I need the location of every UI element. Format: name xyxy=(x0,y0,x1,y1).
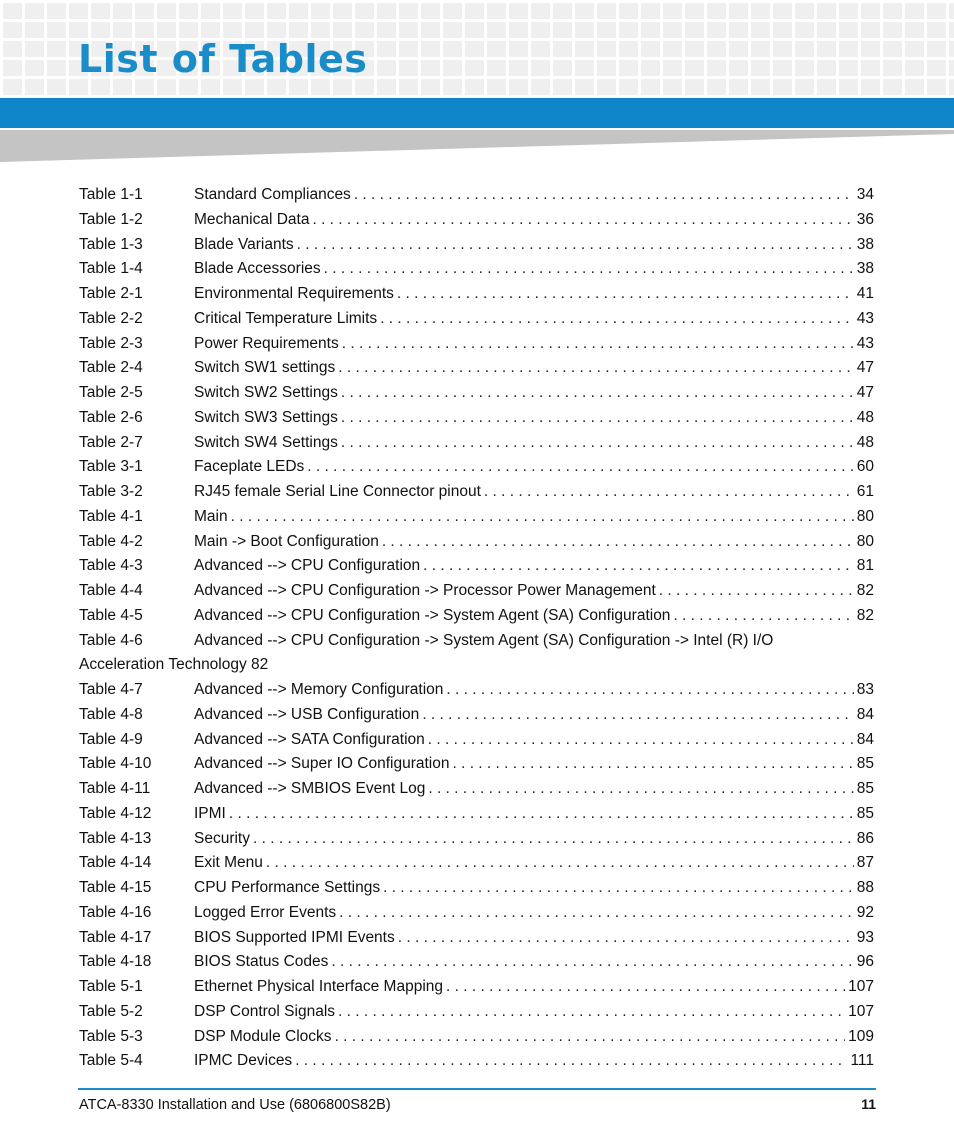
header-blue-band xyxy=(0,98,954,128)
footer-page-number: 11 xyxy=(861,1096,876,1112)
toc-entry[interactable] xyxy=(79,851,874,876)
toc-entry-page: 88 xyxy=(856,879,874,896)
toc-dot-leader xyxy=(380,307,854,332)
toc-dot-leader xyxy=(341,431,854,456)
toc-entry-number: Table 1-4 xyxy=(79,260,143,278)
toc-dot-leader xyxy=(307,455,853,480)
toc-entry-page: 43 xyxy=(856,309,874,327)
toc-dot-leader xyxy=(446,975,845,1000)
toc-dot-leader xyxy=(382,530,854,555)
table-of-contents xyxy=(79,183,874,1074)
toc-dot-leader xyxy=(398,926,854,951)
toc-entry-page: 86 xyxy=(856,829,874,847)
toc-entry-page: 87 xyxy=(856,854,874,872)
footer-document-title: ATCA-8330 Installation and Use (6806800S82B) xyxy=(79,1097,391,1113)
toc-dot-leader xyxy=(229,802,854,827)
toc-entry-page: 43 xyxy=(856,334,874,352)
toc-entry-title: BIOS Supported IPMI Events xyxy=(194,928,395,946)
toc-entry-number: Table 2-2 xyxy=(79,309,143,327)
toc-entry[interactable] xyxy=(79,208,874,233)
toc-entry-number: Table 4-16 xyxy=(79,903,152,921)
toc-entry-title: Exit Menu xyxy=(194,854,263,872)
toc-entry[interactable] xyxy=(79,381,874,406)
toc-entry-page: 48 xyxy=(856,408,874,426)
toc-dot-leader xyxy=(428,777,853,802)
toc-entry[interactable] xyxy=(79,802,874,827)
toc-entry-title: Security xyxy=(194,829,250,847)
page-title: List of Tables xyxy=(78,37,368,81)
toc-dot-leader xyxy=(338,1000,845,1025)
toc-entry[interactable] xyxy=(79,1000,874,1025)
toc-entry-number: Table 4-9 xyxy=(79,730,143,748)
toc-entry-title: IPMC Devices xyxy=(194,1052,293,1070)
toc-entry[interactable] xyxy=(79,901,874,926)
toc-entry-title: Power Requirements xyxy=(194,334,339,352)
toc-dot-leader xyxy=(231,505,854,530)
footer-rule xyxy=(78,1088,876,1090)
toc-dot-leader xyxy=(331,950,853,975)
toc-entry-number: Table 4-17 xyxy=(79,928,152,946)
toc-entry-number: Table 4-18 xyxy=(79,953,152,971)
toc-dot-leader xyxy=(484,480,854,505)
toc-dot-leader xyxy=(383,876,854,901)
toc-dot-leader xyxy=(253,827,854,852)
toc-dot-leader xyxy=(446,678,853,703)
toc-entry-page: 81 xyxy=(856,557,874,575)
toc-entry-title-continued: Acceleration Technology 82 xyxy=(79,656,269,674)
toc-entry[interactable] xyxy=(79,703,874,728)
toc-entry-number: Table 2-4 xyxy=(79,359,143,377)
toc-entry-number: Table 4-7 xyxy=(79,681,143,698)
toc-entry[interactable] xyxy=(79,480,874,505)
toc-entry[interactable] xyxy=(79,307,874,332)
toc-entry-number: Table 5-4 xyxy=(79,1052,143,1070)
toc-entry-title: Advanced --> SMBIOS Event Log xyxy=(194,780,426,797)
toc-entry-title: Advanced --> CPU Configuration -> System Agent (SA) Configuration -> Intel (R) I/O xyxy=(194,631,774,649)
toc-entry[interactable] xyxy=(79,431,874,456)
toc-entry[interactable] xyxy=(79,282,874,307)
toc-entry-number: Table 1-3 xyxy=(79,235,143,253)
toc-entry-title: Standard Compliances xyxy=(194,186,351,203)
toc-entry[interactable] xyxy=(79,678,874,703)
toc-entry[interactable] xyxy=(79,579,874,604)
toc-entry-number: Table 5-2 xyxy=(79,1002,143,1020)
toc-entry[interactable] xyxy=(79,876,874,901)
toc-entry-number: Table 4-1 xyxy=(79,507,143,525)
toc-entry-number: Table 4-12 xyxy=(79,804,152,822)
toc-entry-page: 47 xyxy=(856,359,874,377)
toc-entry-page: 107 xyxy=(848,978,874,995)
toc-entry-title: Critical Temperature Limits xyxy=(194,309,378,327)
toc-dot-leader xyxy=(341,406,854,431)
toc-entry-number: Table 4-5 xyxy=(79,606,143,624)
toc-entry[interactable] xyxy=(79,505,874,530)
toc-entry-title: Advanced --> SATA Configuration xyxy=(194,730,425,748)
toc-entry-page: 80 xyxy=(856,532,874,550)
toc-entry-title: Switch SW3 Settings xyxy=(194,408,338,426)
toc-entry-number: Table 4-6 xyxy=(79,631,143,649)
toc-entry-title: Mechanical Data xyxy=(194,210,310,228)
toc-entry-number: Table 4-4 xyxy=(79,582,143,599)
toc-dot-leader xyxy=(673,604,853,629)
toc-dot-leader xyxy=(338,356,853,381)
toc-entry-page: 36 xyxy=(856,210,874,228)
toc-entry-number: Table 3-2 xyxy=(79,483,143,500)
toc-entry-title: Blade Variants xyxy=(194,235,294,253)
toc-entry-title: Advanced --> Memory Configuration xyxy=(194,681,444,698)
toc-dot-leader xyxy=(452,752,853,777)
toc-entry-number: Table 2-6 xyxy=(79,408,143,426)
toc-entry-title: Main -> Boot Configuration xyxy=(194,532,379,550)
toc-entry-page: 47 xyxy=(856,384,874,401)
toc-entry[interactable] xyxy=(79,950,874,975)
toc-entry-page: 96 xyxy=(856,953,874,971)
toc-entry-title: Main xyxy=(194,507,228,525)
toc-dot-leader xyxy=(335,1025,846,1050)
toc-entry-title: DSP Module Clocks xyxy=(194,1027,332,1045)
toc-dot-leader xyxy=(342,332,854,357)
toc-entry-number: Table 4-13 xyxy=(79,829,152,847)
toc-entry[interactable] xyxy=(79,356,874,381)
toc-entry-page: 92 xyxy=(856,903,874,921)
toc-entry-wrapped[interactable] xyxy=(79,629,874,679)
toc-entry-number: Table 4-11 xyxy=(79,780,151,797)
toc-entry[interactable] xyxy=(79,406,874,431)
toc-entry[interactable] xyxy=(79,1025,874,1050)
toc-entry-title: Blade Accessories xyxy=(194,260,321,278)
toc-entry-title: Ethernet Physical Interface Mapping xyxy=(194,978,443,995)
toc-entry-page: 85 xyxy=(856,804,874,822)
toc-entry-number: Table 4-8 xyxy=(79,705,143,723)
header-grey-swoosh xyxy=(0,128,954,164)
toc-dot-leader xyxy=(339,901,854,926)
toc-dot-leader xyxy=(423,554,854,579)
toc-dot-leader xyxy=(428,728,854,753)
toc-entry[interactable] xyxy=(79,975,874,1000)
toc-entry[interactable] xyxy=(79,926,874,951)
toc-entry[interactable] xyxy=(79,777,874,802)
toc-entry-title: DSP Control Signals xyxy=(194,1002,336,1020)
toc-entry-number: Table 2-3 xyxy=(79,334,143,352)
toc-entry-title: Advanced --> CPU Configuration -> Processor Power Management xyxy=(194,582,656,599)
toc-dot-leader xyxy=(341,381,854,406)
toc-entry[interactable] xyxy=(79,827,874,852)
toc-entry-page: 38 xyxy=(856,235,874,253)
toc-entry[interactable] xyxy=(79,728,874,753)
toc-entry-number: Table 1-1 xyxy=(79,186,143,203)
toc-entry[interactable] xyxy=(79,604,874,629)
toc-entry-page: 85 xyxy=(856,755,874,773)
toc-entry-number: Table 4-14 xyxy=(79,854,152,872)
toc-dot-leader xyxy=(266,851,854,876)
toc-entry-page: 82 xyxy=(856,582,874,599)
toc-entry-number: Table 2-1 xyxy=(79,285,143,302)
toc-entry-number: Table 1-2 xyxy=(79,210,143,228)
toc-entry-number: Table 2-5 xyxy=(79,384,143,401)
toc-entry-title: RJ45 female Serial Line Connector pinout xyxy=(194,483,481,500)
toc-entry[interactable] xyxy=(79,257,874,282)
toc-entry[interactable] xyxy=(79,332,874,357)
toc-entry-page: 80 xyxy=(856,507,874,525)
toc-entry-page: 84 xyxy=(856,705,874,723)
toc-entry-page: 84 xyxy=(856,730,874,748)
toc-entry[interactable] xyxy=(79,455,874,480)
toc-entry-title: Advanced --> Super IO Configuration xyxy=(194,755,450,773)
toc-entry-title: Logged Error Events xyxy=(194,903,337,921)
toc-entry-title: Faceplate LEDs xyxy=(194,458,305,476)
toc-entry-title: IPMI xyxy=(194,804,226,822)
toc-dot-leader xyxy=(659,579,854,604)
toc-entry-page: 107 xyxy=(848,1002,874,1020)
toc-entry[interactable] xyxy=(79,530,874,555)
toc-entry-title: Advanced --> CPU Configuration -> System Agent (SA) Configuration xyxy=(194,606,671,624)
toc-entry-title: Switch SW4 Settings xyxy=(194,433,338,451)
toc-dot-leader xyxy=(295,1049,847,1074)
toc-dot-leader xyxy=(297,233,854,258)
toc-entry-number: Table 4-2 xyxy=(79,532,143,550)
toc-entry[interactable] xyxy=(79,752,874,777)
toc-entry-title: Switch SW2 Settings xyxy=(194,384,338,401)
toc-entry-page: 41 xyxy=(856,285,874,302)
toc-dot-leader xyxy=(324,257,854,282)
toc-entry-page: 85 xyxy=(856,780,874,797)
toc-entry-number: Table 4-3 xyxy=(79,557,143,575)
toc-entry[interactable] xyxy=(79,183,874,208)
toc-entry-page: 93 xyxy=(856,928,874,946)
toc-entry-number: Table 5-1 xyxy=(79,978,143,995)
toc-entry-title: BIOS Status Codes xyxy=(194,953,329,971)
toc-entry-title: Environmental Requirements xyxy=(194,285,394,302)
toc-entry-number: Table 4-10 xyxy=(79,755,152,773)
toc-entry-title: CPU Performance Settings xyxy=(194,879,381,896)
toc-entry-page: 38 xyxy=(856,260,874,278)
toc-entry[interactable] xyxy=(79,554,874,579)
toc-entry-number: Table 2-7 xyxy=(79,433,143,451)
toc-dot-leader xyxy=(422,703,853,728)
toc-entry-title: Advanced --> CPU Configuration xyxy=(194,557,421,575)
toc-entry-page: 34 xyxy=(856,186,874,203)
toc-entry[interactable] xyxy=(79,233,874,258)
toc-entry-title: Switch SW1 settings xyxy=(194,359,336,377)
toc-dot-leader xyxy=(312,208,853,233)
toc-entry-number: Table 4-15 xyxy=(79,879,152,896)
toc-entry-page: 60 xyxy=(856,458,874,476)
toc-entry-page: 109 xyxy=(848,1027,874,1045)
toc-entry-page: 111 xyxy=(850,1052,874,1070)
toc-entry-page: 48 xyxy=(856,433,874,451)
toc-entry-number: Table 3-1 xyxy=(79,458,143,476)
toc-dot-leader xyxy=(397,282,854,307)
toc-entry-page: 83 xyxy=(856,681,874,698)
toc-entry-page: 82 xyxy=(856,606,874,624)
toc-entry-page: 61 xyxy=(856,483,874,500)
toc-entry-title: Advanced --> USB Configuration xyxy=(194,705,420,723)
toc-dot-leader xyxy=(354,183,854,208)
toc-entry[interactable] xyxy=(79,1049,874,1074)
toc-entry-number: Table 5-3 xyxy=(79,1027,143,1045)
